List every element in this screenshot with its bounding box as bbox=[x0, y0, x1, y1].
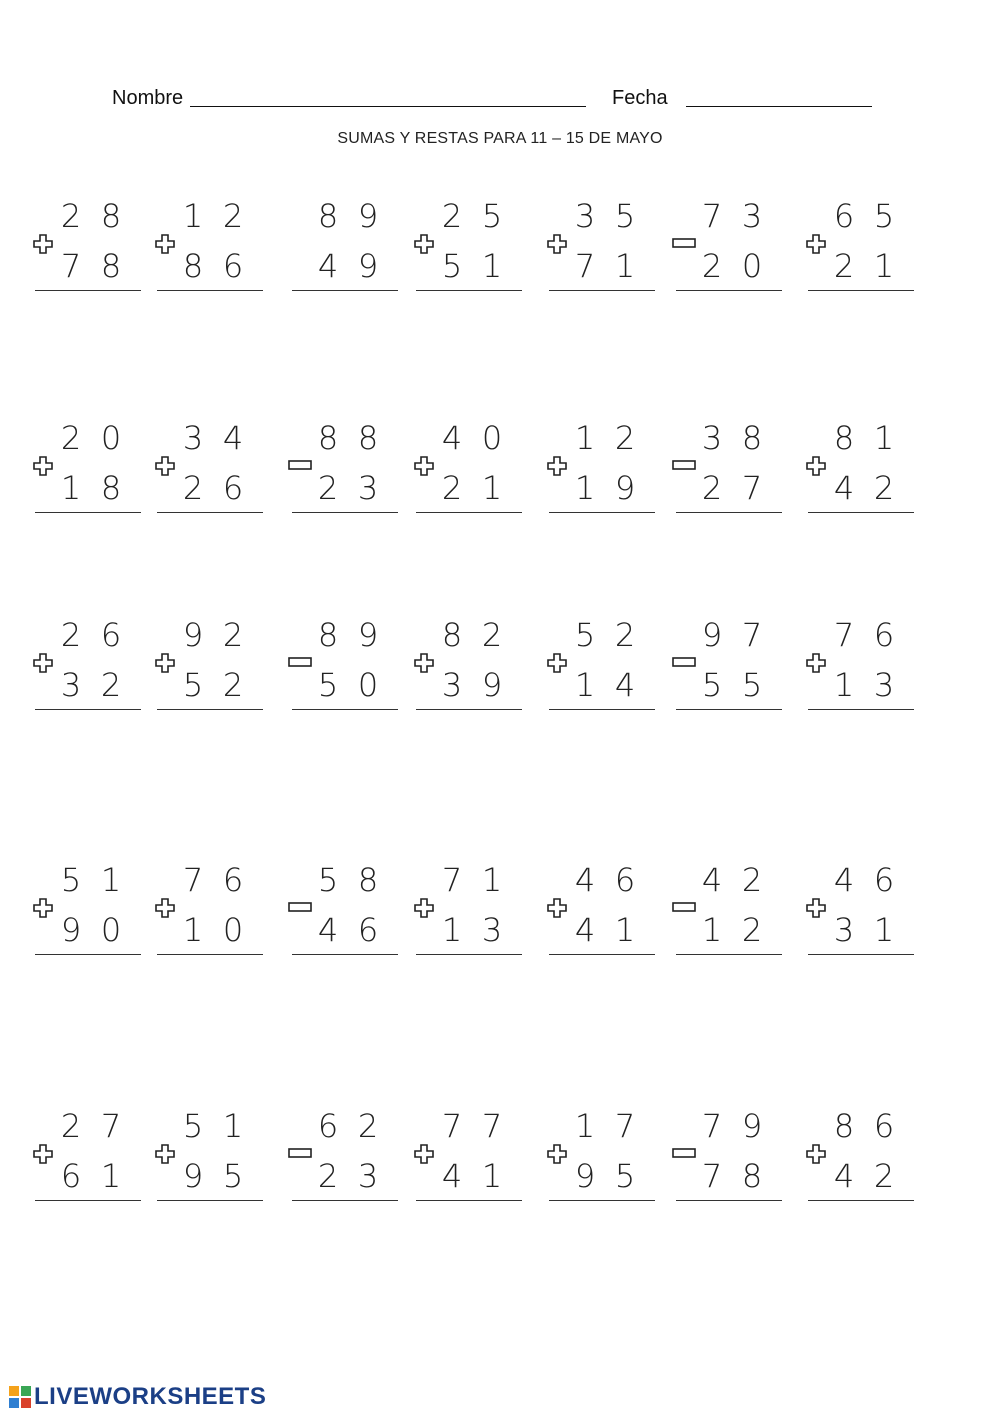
digit: 0 bbox=[481, 419, 503, 457]
digit: 0 bbox=[100, 911, 122, 949]
plus-icon bbox=[33, 898, 53, 918]
plus-icon bbox=[547, 1144, 567, 1164]
digit: 0 bbox=[100, 419, 122, 457]
bottom-number bbox=[674, 1156, 784, 1196]
problem-4-3 bbox=[290, 860, 400, 970]
answer-line[interactable] bbox=[157, 954, 263, 955]
problem-1-5 bbox=[547, 196, 657, 306]
plus-icon bbox=[155, 1144, 175, 1164]
digit: 3 bbox=[574, 197, 596, 235]
digit: 2 bbox=[614, 419, 636, 457]
bottom-number bbox=[290, 1156, 400, 1196]
top-number bbox=[414, 196, 524, 236]
problem-5-5 bbox=[547, 1106, 657, 1216]
digit: 7 bbox=[182, 861, 204, 899]
digit: 1 bbox=[182, 911, 204, 949]
digit: 7 bbox=[701, 1157, 723, 1195]
digit: 3 bbox=[357, 469, 379, 507]
digit: 1 bbox=[574, 1107, 596, 1145]
digit: 2 bbox=[441, 469, 463, 507]
digit: 6 bbox=[833, 197, 855, 235]
digit: 7 bbox=[701, 1107, 723, 1145]
problem-4-6 bbox=[674, 860, 784, 970]
top-number bbox=[806, 860, 916, 900]
digit: 2 bbox=[741, 861, 763, 899]
plus-icon bbox=[155, 234, 175, 254]
digit: 4 bbox=[441, 1157, 463, 1195]
plus-icon bbox=[33, 1144, 53, 1164]
problem-2-1 bbox=[33, 418, 143, 528]
problem-1-4 bbox=[414, 196, 524, 306]
digit: 1 bbox=[873, 911, 895, 949]
digit: 5 bbox=[441, 247, 463, 285]
header bbox=[0, 84, 1000, 114]
plus-icon bbox=[806, 234, 826, 254]
problem-4-5 bbox=[547, 860, 657, 970]
answer-line[interactable] bbox=[416, 512, 522, 513]
problem-1-2 bbox=[155, 196, 265, 306]
plus-icon bbox=[33, 456, 53, 476]
digit: 6 bbox=[873, 1107, 895, 1145]
bottom-number bbox=[290, 468, 400, 508]
top-number bbox=[290, 418, 400, 458]
answer-line[interactable] bbox=[808, 512, 914, 513]
minus-icon bbox=[288, 902, 312, 912]
digit: 6 bbox=[222, 247, 244, 285]
digit: 4 bbox=[222, 419, 244, 457]
digit: 1 bbox=[100, 861, 122, 899]
digit: 1 bbox=[614, 911, 636, 949]
digit: 2 bbox=[222, 666, 244, 704]
problem-5-1 bbox=[33, 1106, 143, 1216]
digit: 2 bbox=[701, 247, 723, 285]
problem-3-7 bbox=[806, 615, 916, 725]
problem-2-7 bbox=[806, 418, 916, 528]
problem-3-5 bbox=[547, 615, 657, 725]
top-number bbox=[806, 1106, 916, 1146]
answer-line[interactable] bbox=[676, 512, 782, 513]
digit: 8 bbox=[317, 616, 339, 654]
digit: 6 bbox=[317, 1107, 339, 1145]
plus-icon bbox=[33, 234, 53, 254]
digit: 6 bbox=[222, 469, 244, 507]
problem-3-1 bbox=[33, 615, 143, 725]
answer-line[interactable] bbox=[676, 709, 782, 710]
worksheet-title: SUMAS Y RESTAS PARA 11 – 15 DE MAYO bbox=[337, 130, 663, 147]
digit: 5 bbox=[317, 861, 339, 899]
digit: 9 bbox=[182, 616, 204, 654]
plus-icon bbox=[806, 1144, 826, 1164]
digit: 5 bbox=[60, 861, 82, 899]
digit: 7 bbox=[441, 861, 463, 899]
plus-icon bbox=[806, 456, 826, 476]
digit: 1 bbox=[441, 911, 463, 949]
digit: 4 bbox=[574, 861, 596, 899]
minus-icon bbox=[288, 657, 312, 667]
digit: 2 bbox=[741, 911, 763, 949]
answer-line[interactable] bbox=[676, 1200, 782, 1201]
digit: 8 bbox=[182, 247, 204, 285]
digit: 3 bbox=[741, 197, 763, 235]
digit: 2 bbox=[833, 247, 855, 285]
digit: 4 bbox=[317, 911, 339, 949]
bottom-number bbox=[290, 665, 400, 705]
digit: 8 bbox=[100, 469, 122, 507]
top-number bbox=[674, 615, 784, 655]
plus-icon bbox=[414, 1144, 434, 1164]
problem-4-2 bbox=[155, 860, 265, 970]
digit: 2 bbox=[60, 1107, 82, 1145]
plus-icon bbox=[547, 456, 567, 476]
digit: 5 bbox=[873, 197, 895, 235]
digit: 4 bbox=[441, 419, 463, 457]
digit: 4 bbox=[833, 469, 855, 507]
digit: 6 bbox=[100, 616, 122, 654]
digit: 8 bbox=[100, 197, 122, 235]
answer-line[interactable] bbox=[292, 512, 398, 513]
top-number bbox=[414, 860, 524, 900]
top-number bbox=[547, 418, 657, 458]
plus-icon bbox=[155, 898, 175, 918]
digit: 2 bbox=[317, 1157, 339, 1195]
top-number bbox=[547, 860, 657, 900]
answer-line[interactable] bbox=[549, 512, 655, 513]
top-number bbox=[806, 196, 916, 236]
digit: 2 bbox=[701, 469, 723, 507]
digit: 4 bbox=[317, 247, 339, 285]
digit: 8 bbox=[441, 616, 463, 654]
problem-3-3 bbox=[290, 615, 400, 725]
name-blank[interactable] bbox=[190, 106, 586, 107]
problem-3-4 bbox=[414, 615, 524, 725]
top-number bbox=[674, 418, 784, 458]
answer-line[interactable] bbox=[549, 290, 655, 291]
digit: 5 bbox=[222, 1157, 244, 1195]
digit: 7 bbox=[614, 1107, 636, 1145]
digit: 6 bbox=[60, 1157, 82, 1195]
digit: 2 bbox=[614, 616, 636, 654]
top-number bbox=[290, 615, 400, 655]
digit: 3 bbox=[60, 666, 82, 704]
digit: 7 bbox=[100, 1107, 122, 1145]
answer-line[interactable] bbox=[416, 290, 522, 291]
digit: 6 bbox=[873, 861, 895, 899]
top-number bbox=[674, 860, 784, 900]
minus-icon bbox=[672, 657, 696, 667]
problem-2-3 bbox=[290, 418, 400, 528]
digit: 6 bbox=[614, 861, 636, 899]
problem-5-3 bbox=[290, 1106, 400, 1216]
problem-3-2 bbox=[155, 615, 265, 725]
digit: 4 bbox=[833, 1157, 855, 1195]
top-number bbox=[33, 196, 143, 236]
digit: 3 bbox=[182, 419, 204, 457]
digit: 3 bbox=[357, 1157, 379, 1195]
digit: 1 bbox=[481, 861, 503, 899]
top-number bbox=[290, 1106, 400, 1146]
answer-line[interactable] bbox=[416, 954, 522, 955]
digit: 5 bbox=[182, 1107, 204, 1145]
digit: 4 bbox=[574, 911, 596, 949]
digit: 2 bbox=[222, 197, 244, 235]
bottom-number bbox=[674, 468, 784, 508]
plus-icon bbox=[414, 234, 434, 254]
digit: 1 bbox=[574, 469, 596, 507]
top-number bbox=[806, 615, 916, 655]
name-label: Nombre bbox=[112, 87, 184, 109]
digit: 2 bbox=[441, 197, 463, 235]
brand-name: LIVEWORKSHEETS bbox=[34, 1383, 267, 1410]
top-number bbox=[33, 615, 143, 655]
digit: 9 bbox=[741, 1107, 763, 1145]
top-number bbox=[674, 1106, 784, 1146]
digit: 5 bbox=[614, 197, 636, 235]
top-number bbox=[155, 418, 265, 458]
date-label: Fecha bbox=[612, 87, 668, 109]
digit: 8 bbox=[317, 197, 339, 235]
problem-1-7 bbox=[806, 196, 916, 306]
digit: 9 bbox=[614, 469, 636, 507]
answer-line[interactable] bbox=[808, 1200, 914, 1201]
answer-line[interactable] bbox=[35, 709, 141, 710]
digit: 2 bbox=[873, 1157, 895, 1195]
footer-brand bbox=[8, 1382, 266, 1412]
answer-line[interactable] bbox=[416, 709, 522, 710]
plus-icon bbox=[155, 653, 175, 673]
top-number bbox=[155, 196, 265, 236]
digit: 8 bbox=[100, 247, 122, 285]
minus-icon bbox=[672, 460, 696, 470]
problem-1-6 bbox=[674, 196, 784, 306]
digit: 2 bbox=[222, 616, 244, 654]
bottom-number bbox=[674, 910, 784, 950]
problem-5-4 bbox=[414, 1106, 524, 1216]
digit: 5 bbox=[317, 666, 339, 704]
digit: 1 bbox=[833, 666, 855, 704]
answer-line[interactable] bbox=[676, 954, 782, 955]
answer-line[interactable] bbox=[157, 1200, 263, 1201]
digit: 2 bbox=[317, 469, 339, 507]
digit: 6 bbox=[873, 616, 895, 654]
digit: 8 bbox=[357, 861, 379, 899]
answer-line[interactable] bbox=[157, 290, 263, 291]
top-number bbox=[290, 860, 400, 900]
digit: 5 bbox=[614, 1157, 636, 1195]
digit: 0 bbox=[357, 666, 379, 704]
digit: 9 bbox=[357, 616, 379, 654]
minus-icon bbox=[672, 1148, 696, 1158]
digit: 5 bbox=[182, 666, 204, 704]
digit: 1 bbox=[873, 419, 895, 457]
digit: 5 bbox=[741, 666, 763, 704]
digit: 8 bbox=[357, 419, 379, 457]
answer-line[interactable] bbox=[808, 709, 914, 710]
answer-line[interactable] bbox=[292, 709, 398, 710]
top-number bbox=[547, 1106, 657, 1146]
answer-line[interactable] bbox=[157, 709, 263, 710]
top-number bbox=[155, 1106, 265, 1146]
digit: 2 bbox=[60, 616, 82, 654]
top-number bbox=[155, 860, 265, 900]
digit: 4 bbox=[833, 861, 855, 899]
problem-3-6 bbox=[674, 615, 784, 725]
top-number bbox=[547, 196, 657, 236]
plus-icon bbox=[547, 653, 567, 673]
plus-icon bbox=[155, 456, 175, 476]
digit: 1 bbox=[222, 1107, 244, 1145]
plus-icon bbox=[414, 898, 434, 918]
digit: 9 bbox=[481, 666, 503, 704]
answer-line[interactable] bbox=[416, 1200, 522, 1201]
digit: 7 bbox=[741, 469, 763, 507]
digit: 5 bbox=[701, 666, 723, 704]
digit: 1 bbox=[481, 469, 503, 507]
top-number bbox=[33, 1106, 143, 1146]
date-blank[interactable] bbox=[686, 106, 872, 107]
digit: 2 bbox=[100, 666, 122, 704]
answer-line[interactable] bbox=[549, 954, 655, 955]
plus-icon bbox=[806, 898, 826, 918]
answer-line[interactable] bbox=[292, 290, 398, 291]
top-number bbox=[547, 615, 657, 655]
problem-4-7 bbox=[806, 860, 916, 970]
minus-icon bbox=[288, 1148, 312, 1158]
digit: 7 bbox=[441, 1107, 463, 1145]
digit: 4 bbox=[701, 861, 723, 899]
bottom-number bbox=[674, 246, 784, 286]
minus-icon bbox=[288, 460, 312, 470]
top-number bbox=[414, 615, 524, 655]
problem-5-6 bbox=[674, 1106, 784, 1216]
digit: 5 bbox=[481, 197, 503, 235]
digit: 1 bbox=[701, 911, 723, 949]
digit: 1 bbox=[614, 247, 636, 285]
problem-5-2 bbox=[155, 1106, 265, 1216]
digit: 8 bbox=[317, 419, 339, 457]
answer-line[interactable] bbox=[292, 954, 398, 955]
digit: 7 bbox=[481, 1107, 503, 1145]
answer-line[interactable] bbox=[808, 954, 914, 955]
digit: 5 bbox=[574, 616, 596, 654]
answer-line[interactable] bbox=[808, 290, 914, 291]
digit: 7 bbox=[701, 197, 723, 235]
top-number bbox=[290, 196, 400, 236]
answer-line[interactable] bbox=[35, 1200, 141, 1201]
digit: 3 bbox=[833, 911, 855, 949]
digit: 1 bbox=[481, 247, 503, 285]
problem-1-3 bbox=[290, 196, 400, 306]
plus-icon bbox=[806, 653, 826, 673]
bottom-number bbox=[290, 910, 400, 950]
problem-5-7 bbox=[806, 1106, 916, 1216]
digit: 1 bbox=[182, 197, 204, 235]
digit: 7 bbox=[60, 247, 82, 285]
plus-icon bbox=[547, 898, 567, 918]
answer-line[interactable] bbox=[292, 1200, 398, 1201]
answer-line[interactable] bbox=[35, 512, 141, 513]
minus-icon bbox=[672, 902, 696, 912]
digit: 4 bbox=[614, 666, 636, 704]
digit: 1 bbox=[100, 1157, 122, 1195]
top-number bbox=[414, 418, 524, 458]
problem-4-1 bbox=[33, 860, 143, 970]
top-number bbox=[33, 860, 143, 900]
top-number bbox=[155, 615, 265, 655]
digit: 2 bbox=[481, 616, 503, 654]
digit: 1 bbox=[60, 469, 82, 507]
digit: 1 bbox=[574, 666, 596, 704]
problem-4-4 bbox=[414, 860, 524, 970]
digit: 2 bbox=[60, 197, 82, 235]
plus-icon bbox=[414, 653, 434, 673]
digit: 3 bbox=[441, 666, 463, 704]
digit: 2 bbox=[357, 1107, 379, 1145]
problem-2-4 bbox=[414, 418, 524, 528]
digit: 1 bbox=[481, 1157, 503, 1195]
digit: 6 bbox=[357, 911, 379, 949]
problem-2-6 bbox=[674, 418, 784, 528]
plus-icon bbox=[414, 456, 434, 476]
digit: 9 bbox=[701, 616, 723, 654]
digit: 7 bbox=[833, 616, 855, 654]
digit: 6 bbox=[222, 861, 244, 899]
digit: 1 bbox=[574, 419, 596, 457]
digit: 2 bbox=[60, 419, 82, 457]
digit: 2 bbox=[182, 469, 204, 507]
digit: 9 bbox=[357, 197, 379, 235]
plus-icon bbox=[33, 653, 53, 673]
problem-2-5 bbox=[547, 418, 657, 528]
top-number bbox=[806, 418, 916, 458]
bottom-number bbox=[290, 246, 400, 286]
answer-line[interactable] bbox=[549, 1200, 655, 1201]
digit: 2 bbox=[873, 469, 895, 507]
liveworksheets-logo-icon bbox=[8, 1385, 32, 1409]
top-number bbox=[674, 196, 784, 236]
digit: 8 bbox=[833, 1107, 855, 1145]
top-number bbox=[33, 418, 143, 458]
problem-1-1 bbox=[33, 196, 143, 306]
digit: 3 bbox=[701, 419, 723, 457]
digit: 0 bbox=[222, 911, 244, 949]
plus-icon bbox=[547, 234, 567, 254]
answer-line[interactable] bbox=[549, 709, 655, 710]
digit: 7 bbox=[574, 247, 596, 285]
digit: 3 bbox=[481, 911, 503, 949]
minus-icon bbox=[672, 238, 696, 248]
digit: 0 bbox=[741, 247, 763, 285]
answer-line[interactable] bbox=[157, 512, 263, 513]
digit: 8 bbox=[741, 1157, 763, 1195]
answer-line[interactable] bbox=[35, 290, 141, 291]
digit: 9 bbox=[60, 911, 82, 949]
answer-line[interactable] bbox=[676, 290, 782, 291]
bottom-number bbox=[674, 665, 784, 705]
digit: 8 bbox=[741, 419, 763, 457]
digit: 9 bbox=[357, 247, 379, 285]
digit: 1 bbox=[873, 247, 895, 285]
digit: 8 bbox=[833, 419, 855, 457]
digit: 9 bbox=[574, 1157, 596, 1195]
digit: 9 bbox=[182, 1157, 204, 1195]
answer-line[interactable] bbox=[35, 954, 141, 955]
problem-2-2 bbox=[155, 418, 265, 528]
top-number bbox=[414, 1106, 524, 1146]
digit: 3 bbox=[873, 666, 895, 704]
digit: 7 bbox=[741, 616, 763, 654]
